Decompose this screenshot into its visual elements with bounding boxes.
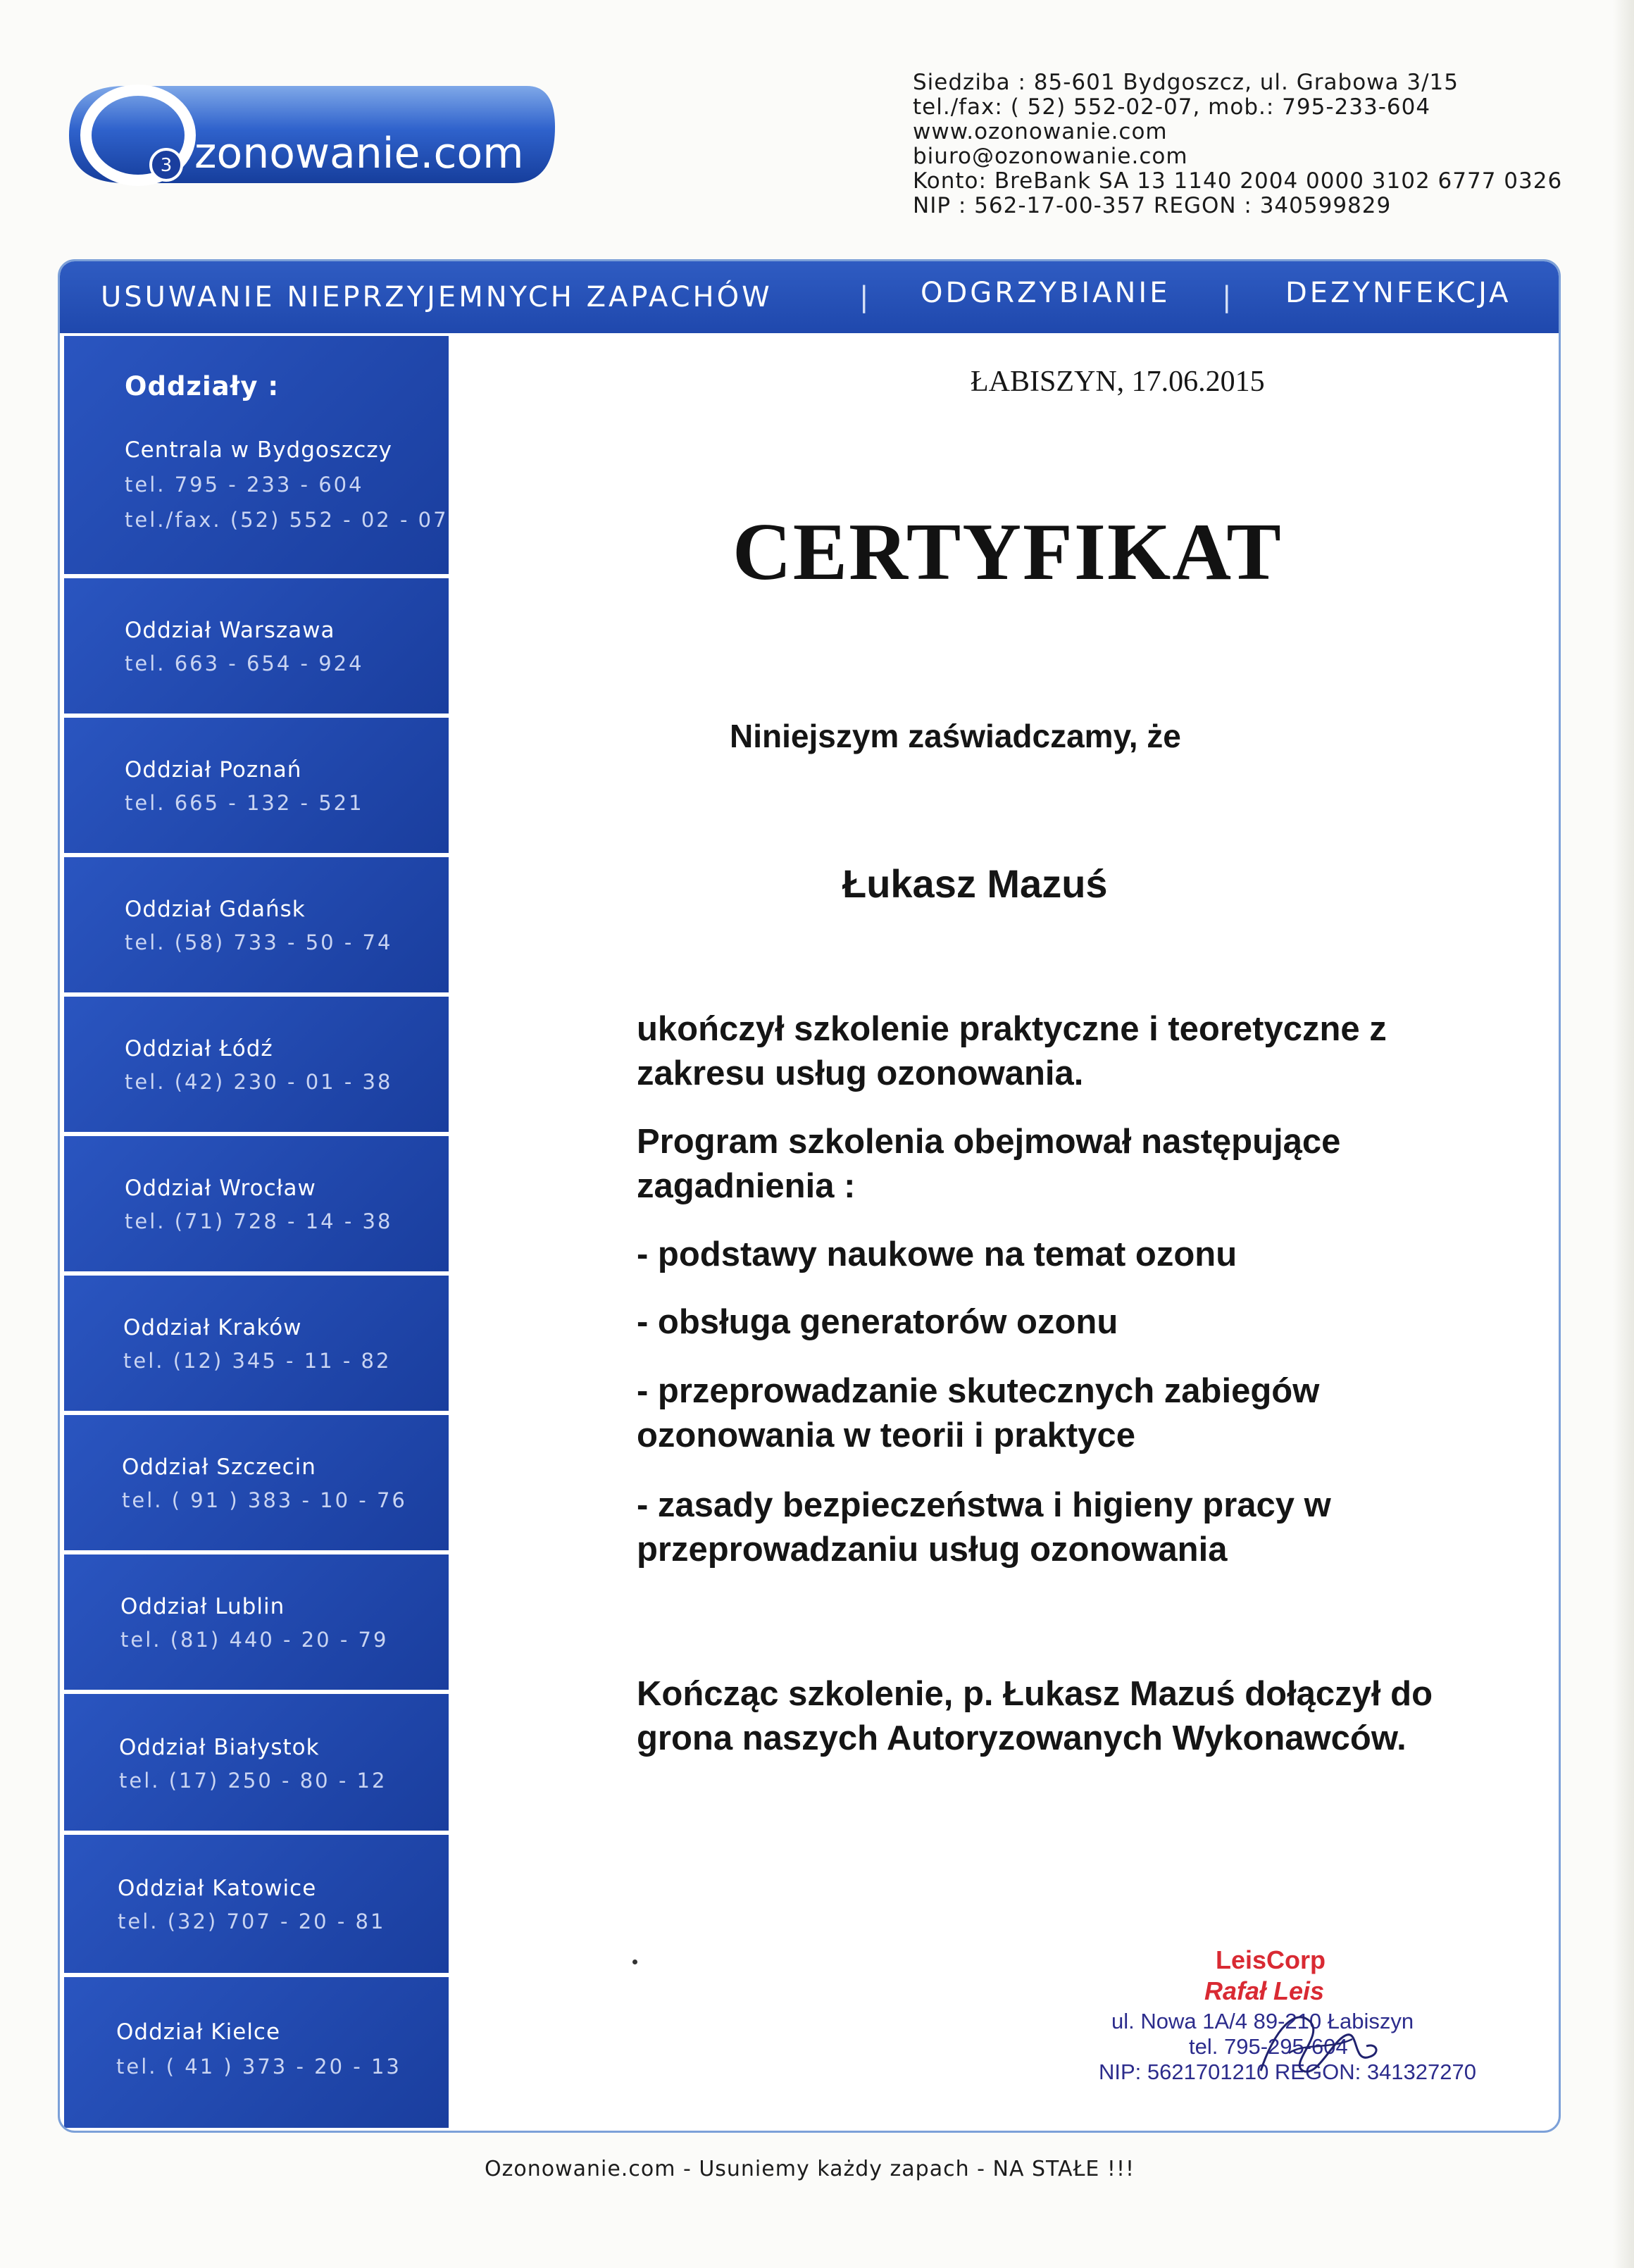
- logo-subscript: 3: [160, 155, 173, 176]
- certificate-title: CERTYFIKAT: [732, 507, 1283, 597]
- branch-phone: tel. 663 - 654 - 924: [125, 652, 364, 675]
- branch-block: [64, 718, 449, 853]
- stamp-owner: Rafał Leis: [1204, 1976, 1325, 2005]
- branch-block: [64, 1835, 449, 1973]
- branch-phone: tel. ( 41 ) 373 - 20 - 13: [116, 2055, 401, 2079]
- company-phones: tel./fax: ( 52) 552-02-07, mob.: 795-233-604: [913, 94, 1431, 120]
- branch-name: Oddział Lublin: [120, 1594, 285, 1619]
- services-banner: [60, 261, 1559, 333]
- company-address: Siedziba : 85-601 Bydgoszcz, ul. Grabowa 3/15: [913, 70, 1459, 95]
- branch-name: Centrala w Bydgoszczy: [125, 437, 392, 463]
- company-logo: [62, 77, 555, 204]
- branch-phone: tel. (58) 733 - 50 - 74: [125, 930, 393, 954]
- branch-phone: tel. ( 91 ) 383 - 10 - 76: [122, 1488, 407, 1512]
- handwritten-signature: [1247, 1986, 1387, 2085]
- branch-name: Oddział Gdańsk: [125, 897, 306, 922]
- branch-name: Oddział Warszawa: [125, 618, 335, 643]
- logo-text: zonowanie.com: [194, 129, 524, 178]
- branch-name: Oddział Kielce: [116, 2019, 281, 2045]
- certificate-closing-text: Kończąc szkolenie, p. Łukasz Mazuś dołączył do grona naszych Autoryzowanych Wykonawców.: [637, 1675, 1433, 1757]
- branch-block: [64, 578, 449, 714]
- stamp-address: ul. Nowa 1A/4 89-210 Łabiszyn: [1111, 2009, 1414, 2033]
- stamp-phone: tel. 795-295-604: [1189, 2034, 1348, 2059]
- branch-fax: tel./fax. (52) 552 - 02 - 07: [125, 508, 449, 532]
- branch-name: Oddział Katowice: [118, 1876, 317, 1901]
- company-info: [913, 70, 1589, 218]
- branch-phone: tel. (32) 707 - 20 - 81: [118, 1909, 386, 1933]
- branch-block: [64, 1977, 449, 2128]
- footer-slogan: Ozonowanie.com - Usuniemy każdy zapach - NA STAŁE !!!: [485, 2157, 1135, 2181]
- training-topic-item: - zasady bezpieczeństwa i higieny pracy w przeprowadzaniu usług ozonowania: [637, 1486, 1331, 1569]
- branches-sidebar: [60, 336, 454, 2132]
- company-email: biuro@ozonowanie.com: [913, 144, 1188, 169]
- paper-edge-shadow: [1613, 0, 1634, 2268]
- banner-separator: |: [1222, 281, 1235, 313]
- stamp-company: LeisCorp: [1216, 1945, 1326, 1974]
- branch-phone: tel. 665 - 132 - 521: [125, 791, 364, 815]
- company-tax-ids: NIP : 562-17-00-357 REGON : 340599829: [913, 193, 1392, 218]
- branches-header: Oddziały :: [125, 371, 280, 401]
- branch-name: Oddział Wrocław: [125, 1176, 316, 1201]
- banner-separator: |: [859, 281, 872, 313]
- branch-phone: tel. (12) 345 - 11 - 82: [123, 1349, 392, 1373]
- certificate-date: ŁABISZYN, 17.06.2015: [971, 366, 1265, 398]
- branch-name: Oddział Białystok: [119, 1735, 320, 1760]
- branch-block: [64, 857, 449, 992]
- banner-service-mold-removal: ODGRZYBIANIE: [921, 277, 1171, 309]
- banner-service-disinfection: DEZYNFEKCJA: [1285, 277, 1511, 309]
- training-topic-item: - obsługa generatorów ozonu: [637, 1303, 1118, 1341]
- banner-service-odor-removal: USUWANIE NIEPRZYJEMNYCH ZAPACHÓW: [101, 281, 773, 313]
- branch-block: [64, 1694, 449, 1831]
- branch-phone: tel. (17) 250 - 80 - 12: [119, 1769, 387, 1793]
- training-topic-item: - podstawy naukowe na temat ozonu: [637, 1235, 1237, 1273]
- branch-name: Oddział Kraków: [123, 1315, 302, 1340]
- stamp-ids: NIP: 5621701210 REGON: 341327270: [1099, 2060, 1476, 2084]
- branch-block: [64, 1554, 449, 1690]
- branch-block: [64, 997, 449, 1132]
- stray-dot: [632, 1959, 637, 1964]
- ozone-logo-icon: [62, 77, 555, 204]
- branch-block: [64, 1276, 449, 1411]
- certificate-recipient: Łukasz Mazuś: [842, 861, 1108, 906]
- training-topic-item: - przeprowadzanie skutecznych zabiegów ozonowania w teorii i praktyce: [637, 1372, 1320, 1454]
- branch-phone: tel. (42) 230 - 01 - 38: [125, 1070, 393, 1094]
- training-program-heading: Program szkolenia obejmował następujące zagadnienia :: [637, 1123, 1341, 1205]
- branch-phone: tel. (81) 440 - 20 - 79: [120, 1628, 389, 1652]
- branch-name: Oddział Szczecin: [122, 1454, 316, 1480]
- branch-block: [64, 1136, 449, 1271]
- company-bank-account: Konto: BreBank SA 13 1140 2004 0000 3102 6777 0326: [913, 168, 1563, 194]
- branch-phone: tel. 795 - 233 - 604: [125, 473, 364, 497]
- branch-phone: tel. (71) 728 - 14 - 38: [125, 1209, 393, 1233]
- company-website: www.ozonowanie.com: [913, 119, 1168, 144]
- branch-name: Oddział Łódź: [125, 1036, 273, 1061]
- branch-block: [64, 1415, 449, 1550]
- certificate-intro: Niniejszym zaświadczamy, że: [730, 718, 1181, 754]
- branch-name: Oddział Poznań: [125, 757, 302, 783]
- company-stamp: [1099, 1944, 1479, 2099]
- certificate-completion-text: ukończył szkolenie praktyczne i teoretyczne z zakresu usług ozonowania.: [637, 1010, 1387, 1092]
